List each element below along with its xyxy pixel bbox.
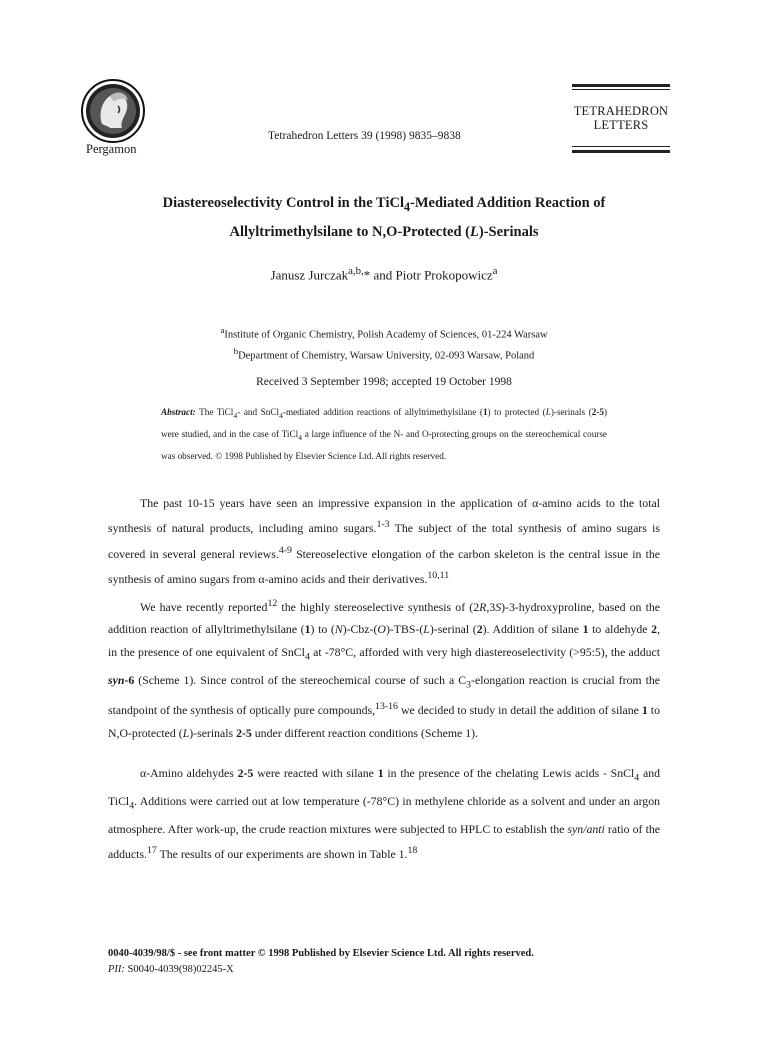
journal-rule-top-thin [572,89,670,90]
received-dates: Received 3 September 1998; accepted 19 October 1998 [256,376,512,388]
body-paragraph-2: We have recently reported$^{12}$ the highly stereoselective synthesis of (2R,3S)-3-hydroxyproline, based on the addition reaction of allyltrimethylsilane (1) to (N)-Cbz-(O)-TBS-(L)-serinal (2). Addition of silane 1 to aldehyde 2, in the presence of one equivalent of SnCl$_4$ at -78°C, afforded with very high diastereoselectivity (>95:5), the adduct syn-6 (Scheme 1). Since control of the stereochemical course of such a $C_3$-elongation reaction is crucial from the standpoint of the synthesis of optically pure compounds,$^{13-16}$ we decided to study in detail the addition of silane 1 to N,O-protected (L)-serinals 2-5 under different reaction conditions (Scheme 1). [108,598,661,740]
journal-name-line2: LETTERS [593,118,649,132]
copyright-footer: 0040-4039/98/$ - see front matter © 1998 Published by Elsevier Science Ltd. All rights reserved. [108,948,534,959]
publisher-name: Pergamon [86,142,137,156]
affiliation-b: $^b$Department of Chemistry, Warsaw University, 02-093 Warsaw, Poland [233,346,535,362]
article-authors: Janusz Jurczak$^{a,b,}$* and Piotr Prokopowicz$^a$ [270,265,498,283]
journal-name [572,104,670,132]
pii-footer: PII: S0040-4039(98)02245-X [108,964,234,975]
journal-rule-top [572,84,670,87]
abstract: Abstract: The TiCl$_4$- and SnCl$_4$-mediated addition reactions of allyltrimethylsilane (1) to protected (L)-serinals (2-5) were studied, and in the case of TiCl$_4$ a large influence of the N- and O-protecting groups on the stereochemical course was observed. © 1998 Published by Elsevier Science Ltd. All rights reserved. [161,407,608,461]
body-paragraph-1: The past 10-15 years have seen an impressive expansion in the application of α-amino acids to the total synthesis of natural products, including amino sugars.$^{1-3}$ The subject of the total synthesis of amino sugars is covered in several general reviews.$^{4-9}$ Stereoselective elongation of the carbon skeleton is the central issue in the synthesis of amino sugars from α-amino acids and their derivatives.$^{10,11}$ [108,496,661,586]
journal-name-line1: TETRAHEDRON [573,104,669,118]
abstract-label: Abstract: [161,407,196,417]
body-paragraph-3: α-Amino aldehydes 2-5 were reacted with silane 1 in the presence of the chelating Lewis acids - SnCl$_4$ and TiCl$_4$. Additions were carried out at low temperature (-78°C) in methylene chloride as a solvent and under an argon atmosphere. After work-up, the crude reaction mixtures were subjected to HPLC to establish the syn/anti ratio of the adducts.$^{17}$ The results of our experiments are shown in Table 1.18 [108,766,661,861]
journal-rule-bottom-thin [572,146,670,147]
article-title: Diastereoselectivity Control in the TiCl$_4$-Mediated Addition Reaction of Allyltrimethylsilane to N,O-Protected (L)-Serinals [162,195,606,240]
journal-citation: Tetrahedron Letters 39 (1998) 9835–9838 [268,130,461,142]
affiliation-a: $^a$Institute of Organic Chemistry, Polish Academy of Sciences, 01-224 Warsaw [220,325,548,341]
pergamon-logo-icon [80,78,146,144]
journal-rule-bottom [572,150,670,153]
